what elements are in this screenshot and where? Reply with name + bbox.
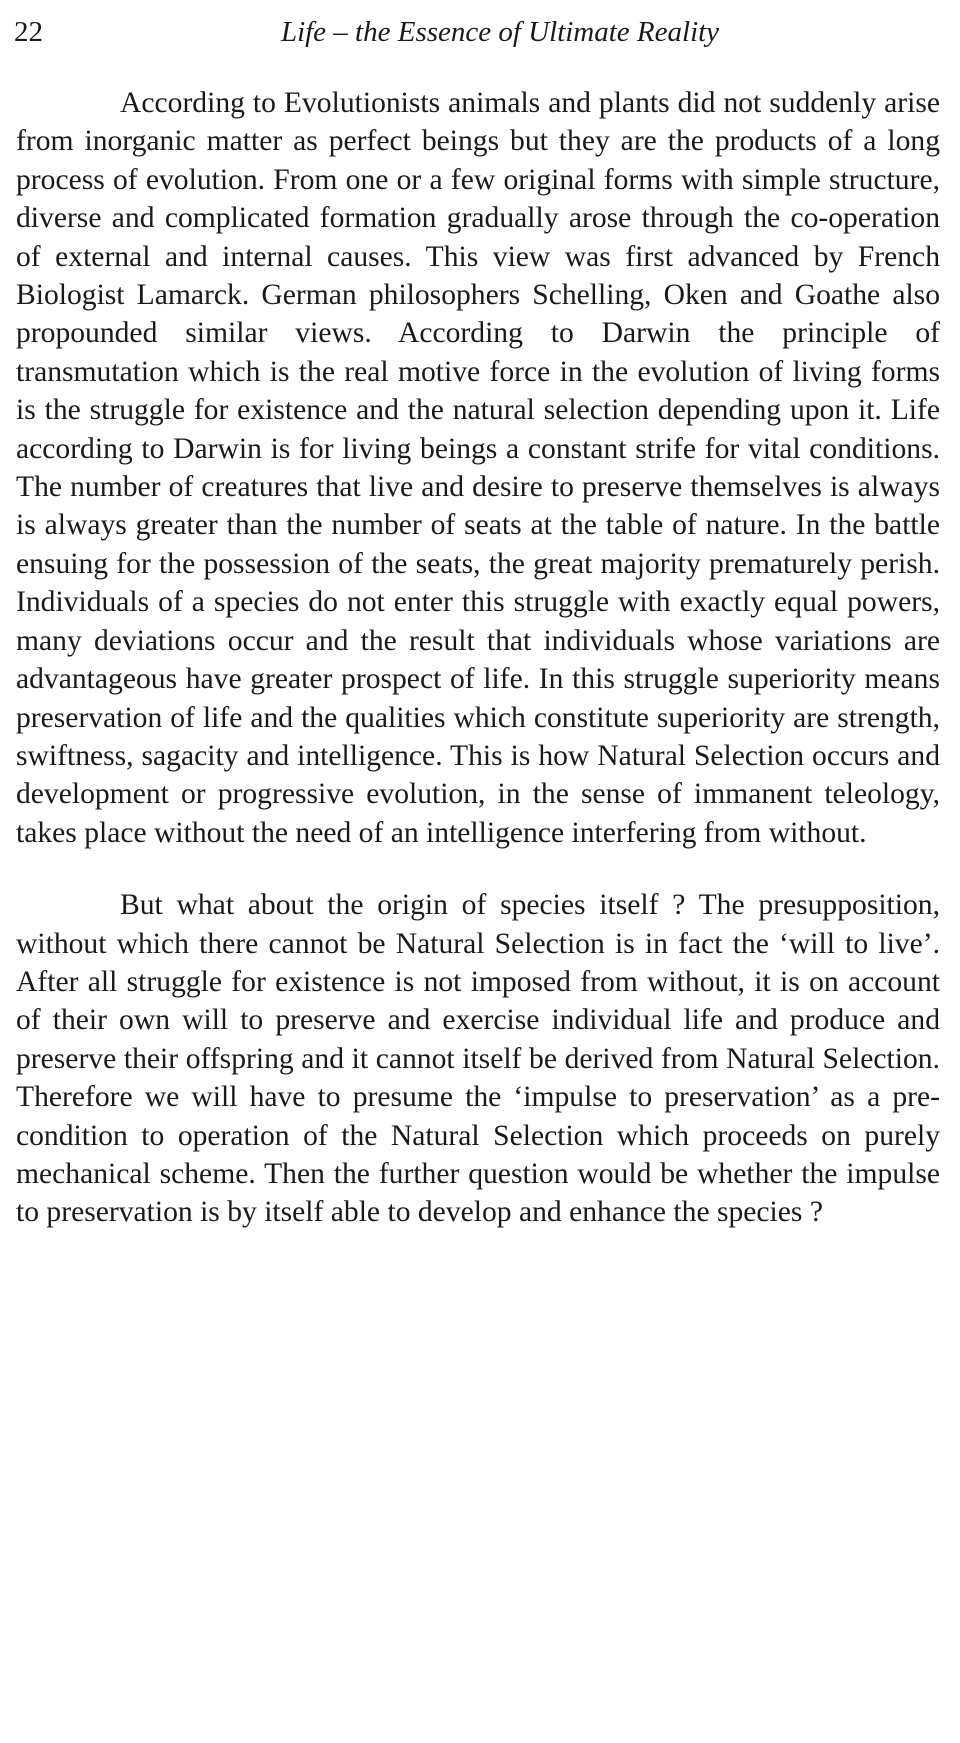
running-title: Life – the Essence of Ultimate Reality: [280, 16, 720, 48]
paragraph-evolutionists: According to Evolutionists animals and plants did not suddenly arise from inorganic matter as perfect beings but they are the products of a long process of evolution. From one or a few original forms with simple structure, diverse and complicated formation gradually arose through the co-operation of external and internal causes. This view was first advanced by French Biologist Lamarck. German philosophers Schelling, Oken and Goathe also propounded similar views. According to Darwin the principle of transmutation which is the real motive force in the evolution of living forms is the struggle for existence and the natural selection depending upon it. Life according to Darwin is for living beings a constant strife for vital conditions. The number of creatures that live and desire to preserve themselves is always is always greater than the number of seats at the table of nature. In the battle ensuing for the possession of the seats, the great majority prematurely perish. Individuals of a species do not enter this struggle with exactly equal powers, many deviations occur and the result that individuals whose variations are advantageous have greater prospect of life. In this struggle superiority means preservation of life and the qualities which constitute superiority are strength, swiftness, sagacity and intelligence. This is how Natural Selection occurs and development or progressive evolution, in the sense of immanent teleology, takes place without the need of an intelligence interfering from without.: [16, 87, 940, 849]
body-text: [16, 84, 940, 1232]
page-number: 22: [14, 16, 43, 48]
paragraph-origin-of-species: But what about the origin of species itself ? The presupposition, without which there cannot be Natural Selection is in fact the ‘will to live’. After all struggle for existence is not imposed from without, it is on account of their own will to preserve and exercise individual life and produce and preserve their offspring and it cannot itself be derived from Natural Selection. Therefore we will have to presume the ‘impulse to preservation’ as a pre-condition to operation of the Natural Selection which proceeds on purely mechanical scheme. Then the further question would be whether the impulse to preservation is by itself able to develop and enhance the species ?: [16, 889, 940, 1229]
page-header: [14, 12, 946, 52]
